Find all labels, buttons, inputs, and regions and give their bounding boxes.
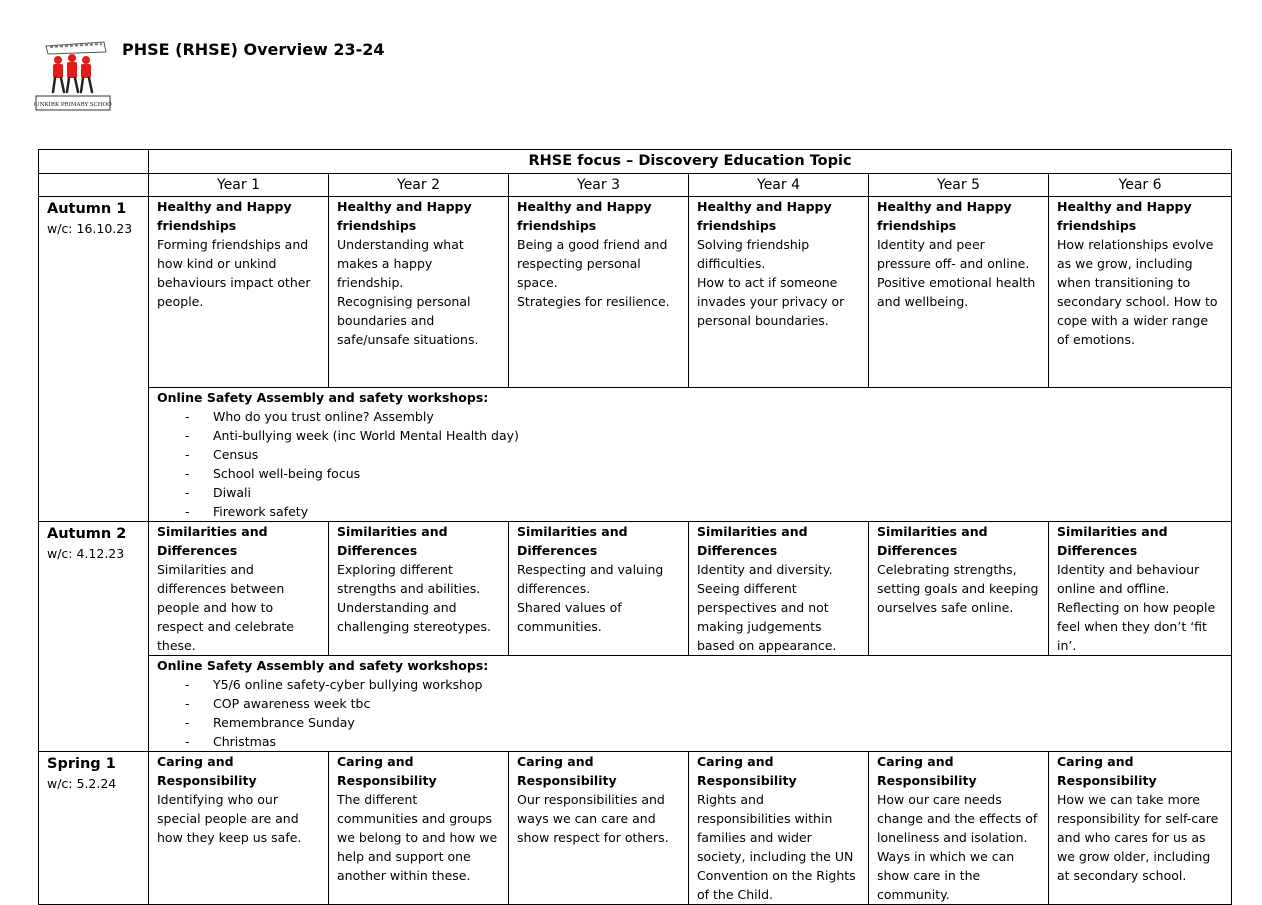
term-date: w/c: 4.12.23 [47,546,125,561]
topic-cell [329,522,509,656]
topic-cell [689,522,869,656]
topic-cell [149,522,329,656]
topic-title: Healthy and Happy friendships [697,199,832,233]
document-title: PHSE (RHSE) Overview 23-24 [122,40,385,59]
topic-cell [869,522,1049,656]
workshop-item: - Who do you trust online? Assembly [157,407,1223,426]
topic-description: Solving friendship difficulties. How to act if someone invades your privacy or personal boundaries. [697,237,845,328]
topic-title: Caring and Responsibility [877,754,977,788]
workshop-item: - COP awareness week tbc [157,694,1223,713]
year-header: Year 1 [149,174,329,197]
topic-cell [689,197,869,388]
rhse-overview-table [38,149,1232,905]
workshops-title: Online Safety Assembly and safety workshops: [157,390,489,405]
topic-cell [1049,522,1232,656]
term-row [39,522,1232,656]
topic-title: Similarities and Differences [697,524,808,558]
term-cell [39,522,149,752]
workshop-item: - Diwali [157,483,1223,502]
workshop-item: - Y5/6 online safety-cyber bullying workshop [157,675,1223,694]
topic-description: The different communities and groups we belong to and how we help and support one another within these. [337,792,498,883]
topic-title: Similarities and Differences [517,524,628,558]
workshop-item: - Remembrance Sunday [157,713,1223,732]
topic-description: How our care needs change and the effects of loneliness and isolation. Ways in which we can show care in the community. [877,792,1038,902]
workshop-item: - Anti-bullying week (inc World Mental Health day) [157,426,1223,445]
topic-description: Identity and peer pressure off- and online. Positive emotional health and wellbeing. [877,237,1036,309]
workshops-row [39,388,1232,522]
topic-description: Being a good friend and respecting personal space. Strategies for resilience. [517,237,670,309]
topic-cell [1049,197,1232,388]
topic-cell [509,197,689,388]
topic-title: Caring and Responsibility [697,754,797,788]
topic-description: Identity and behaviour online and offline. Reflecting on how people feel when they don’t ‘fit in’. [1057,562,1216,653]
workshop-item: - School well-being focus [157,464,1223,483]
year-header-row [39,174,1232,197]
topic-description: Forming friendships and how kind or unkind behaviours impact other people. [157,237,311,309]
term-row [39,197,1232,388]
topic-title: Healthy and Happy friendships [157,199,292,233]
topic-title: Caring and Responsibility [1057,754,1157,788]
workshops-cell [149,656,1232,752]
year-header: Year 4 [689,174,869,197]
workshop-item: - Firework safety [157,502,1223,521]
workshop-item: - Census [157,445,1223,464]
topic-description: Exploring different strengths and abilities. Understanding and challenging stereotypes. [337,562,491,634]
topic-title: Healthy and Happy friendships [877,199,1012,233]
corner-cell [39,150,149,174]
focus-header-row [39,150,1232,174]
topic-title: Caring and Responsibility [517,754,617,788]
term-name: Spring 1 [47,756,116,772]
topic-description: Understanding what makes a happy friendship. Recognising personal boundaries and safe/unsafe situations. [337,237,479,347]
svg-text:DUNKIRK PRIMARY SCHOOL: DUNKIRK PRIMARY SCHOOL [34,102,112,108]
topic-description: Identity and diversity. Seeing different perspectives and not making judgements based on appearance. [697,562,837,653]
corner-cell [39,174,149,197]
topic-title: Similarities and Differences [157,524,268,558]
year-header: Year 3 [509,174,689,197]
workshops-list [157,407,1223,521]
topic-description: Celebrating strengths, setting goals and keeping ourselves safe online. [877,562,1039,615]
year-header: Year 5 [869,174,1049,197]
topic-description: How relationships evolve as we grow, including when transitioning to secondary school. How to cope with a wider range of emotions. [1057,237,1218,347]
school-logo-graphic [34,36,112,112]
topic-title: Caring and Responsibility [157,754,257,788]
workshops-title: Online Safety Assembly and safety workshops: [157,658,489,673]
term-date: w/c: 16.10.23 [47,221,133,236]
topic-description: Similarities and differences between people and how to respect and celebrate these. [157,562,294,653]
topic-cell [329,197,509,388]
year-header: Year 6 [1049,174,1232,197]
topic-title: Similarities and Differences [1057,524,1168,558]
year-header: Year 2 [329,174,509,197]
term-name: Autumn 1 [47,201,127,217]
term-date: w/c: 5.2.24 [47,776,117,791]
topic-description: Identifying who our special people are and how they keep us safe. [157,792,302,845]
topic-title: Healthy and Happy friendships [517,199,652,233]
term-cell [39,197,149,522]
workshops-cell [149,388,1232,522]
topic-description: Respecting and valuing differences. Shared values of communities. [517,562,664,634]
term-name: Autumn 2 [47,526,127,542]
topic-description: How we can take more responsibility for self-care and who cares for us as we grow older, including at secondary school. [1057,792,1219,883]
focus-header: RHSE focus – Discovery Education Topic [149,150,1232,174]
workshops-list [157,675,1223,751]
school-logo [34,36,112,112]
workshops-row [39,656,1232,752]
topic-cell [869,197,1049,388]
topic-cell [149,197,329,388]
workshop-item: - Christmas [157,732,1223,751]
topic-description: Our responsibilities and ways we can care and show respect for others. [517,792,669,845]
topic-title: Healthy and Happy friendships [337,199,472,233]
topic-cell [509,522,689,656]
topic-title: Caring and Responsibility [337,754,437,788]
topic-description: Rights and responsibilities within families and wider society, including the UN Convention on the Rights of the Child. [697,792,856,902]
topic-title: Healthy and Happy friendships [1057,199,1192,233]
topic-title: Similarities and Differences [877,524,988,558]
topic-title: Similarities and Differences [337,524,448,558]
